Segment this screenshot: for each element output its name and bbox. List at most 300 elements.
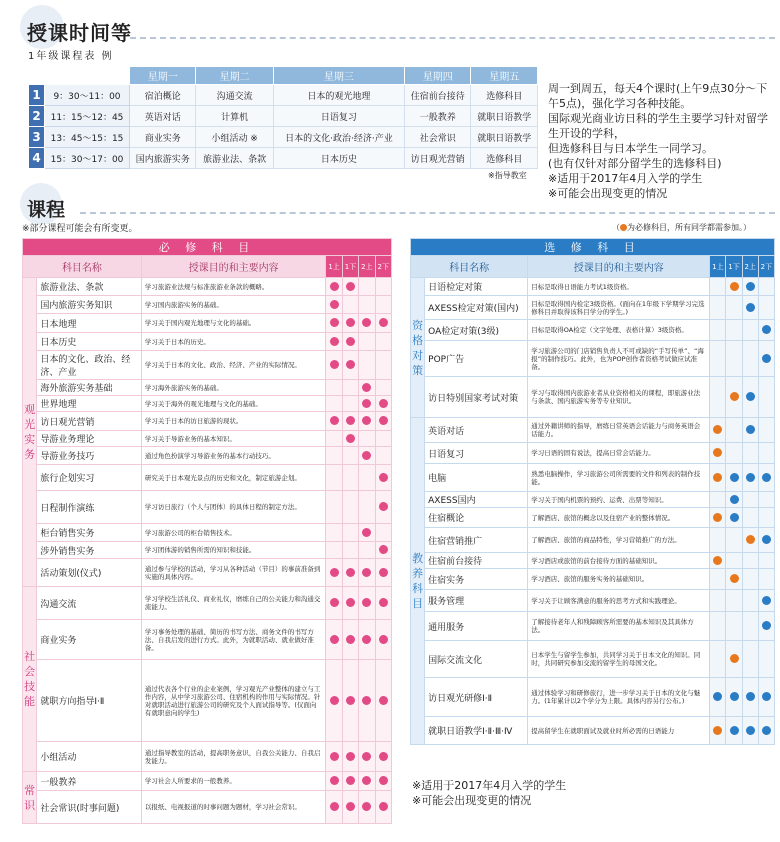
subject-description: 学习访日旅行（个人与团体）的具体日程的制定方法。: [141, 491, 326, 524]
blue-dot-icon: [730, 726, 739, 735]
pink-dot-icon: [362, 752, 371, 761]
pink-dot-icon: [346, 635, 355, 644]
semester-cell: [359, 465, 375, 491]
semester-cell: [326, 465, 342, 491]
subject-description: 通过外籍讲师的指导，磨练日常英语会话能力与商务英语会话能力。: [528, 418, 710, 443]
schedule-cell: 就职日语教学: [471, 106, 538, 127]
schedule-cell: 宿泊概论: [130, 85, 196, 106]
subject-description: 学习事务处理的基础、简历的书写方法、商务文件的书写方法、自我启发的进行方式。此外，为就职活动、就业做好准备。: [141, 620, 326, 660]
intro-line: 周一到周五，每天4个课时(上午9点30分～下午5点)，强化学习各种技能。: [548, 82, 768, 110]
subject-description: 了解酒店、旅馆的概念以及住宿产业的整体情况。: [528, 508, 710, 528]
semester-cell: [710, 569, 726, 590]
semester-cell: [359, 742, 375, 772]
pink-dot-icon: [379, 473, 388, 482]
pink-dot-icon: [362, 451, 371, 460]
subject-description: 以报纸、电视报道的时事问题为题材，学习社会常识。: [141, 791, 326, 824]
group-label: [23, 772, 37, 824]
pink-dot-icon: [362, 776, 371, 785]
semester-cell: [326, 542, 342, 559]
subject-description: 目标是取得国内检定3级资格。(面向在1年级下学期学习完选修科目并取得该科目学分的学生。): [528, 296, 710, 320]
subject-row: [411, 508, 775, 528]
blue-dot-icon: [762, 354, 771, 363]
semester-cell: [742, 528, 758, 553]
subject-row: [411, 278, 775, 296]
semester-cell: [326, 396, 342, 412]
semester-cell: [710, 508, 726, 528]
pink-dot-icon: [362, 802, 371, 811]
semester-cell: [710, 641, 726, 678]
subject-row: [411, 528, 775, 553]
subject-name: 住宿实务: [425, 569, 528, 590]
semester-cell: [742, 590, 758, 612]
semester-cell: [342, 559, 358, 587]
group-name: 观光实务: [24, 403, 36, 461]
subject-description: 学习旅游公司的柜台销售技术。: [141, 524, 326, 542]
semester-cell: [742, 377, 758, 418]
semester-cell: [375, 278, 391, 296]
semester-cell: [342, 620, 358, 660]
pink-dot-icon: [346, 416, 355, 425]
semester-cell: [326, 333, 342, 351]
elective-title-row: [411, 239, 775, 256]
semester-cell: [710, 590, 726, 612]
orange-dot-icon: [713, 513, 722, 522]
pink-dot-icon: [379, 502, 388, 511]
intro-line: 但选修科目与日本学生一同学习。: [548, 142, 713, 155]
subject-description: 通过指导教室的活动，提高职务意识，自我公关能力、自我启发能力。: [141, 742, 326, 772]
semester-cell: [710, 341, 726, 377]
semester-cell: [758, 678, 774, 717]
subject-name: 住宿营销推广: [425, 528, 528, 553]
subject-name: 电脑: [425, 464, 528, 492]
schedule-corner: [29, 67, 45, 85]
semester-cell: [758, 553, 774, 569]
subject-name: 商业实务: [37, 620, 142, 660]
semester-cell: [326, 772, 342, 791]
blue-dot-icon: [762, 473, 771, 482]
group-label: [411, 278, 425, 418]
subject-row: [23, 772, 392, 791]
semester-cell: [342, 447, 358, 465]
group-name: 常识: [24, 783, 36, 812]
semester-cell: [342, 351, 358, 380]
schedule-cell: 选修科目: [471, 148, 538, 169]
semester-cell: [342, 660, 358, 742]
subject-name: 访日观光营销: [37, 412, 142, 431]
semester-cell: [710, 464, 726, 492]
pink-dot-icon: [330, 416, 339, 425]
semester-cell: [359, 491, 375, 524]
subject-description: 学习关于日本的访日旅游的现状。: [141, 412, 326, 431]
semester-cell: [726, 641, 742, 678]
semester-cell: [710, 443, 726, 464]
day-header: 星期一: [130, 67, 196, 85]
schedule-cell: 访日观光营销: [405, 148, 471, 169]
semester-cell: [326, 380, 342, 396]
semester-cell: [726, 418, 742, 443]
semester-cell: [375, 412, 391, 431]
pink-dot-icon: [346, 696, 355, 705]
blue-dot-icon: [762, 325, 771, 334]
subject-name: 一般教养: [37, 772, 142, 791]
pink-dot-icon: [379, 568, 388, 577]
semester-cell: [726, 678, 742, 717]
schedule-cell: 住宿前台接待: [405, 85, 471, 106]
pink-dot-icon: [379, 545, 388, 554]
pink-dot-icon: [346, 434, 355, 443]
subject-description: 学习社会人所要求的一般教养。: [141, 772, 326, 791]
semester-cell: [726, 590, 742, 612]
semester-cell: [342, 278, 358, 296]
pink-dot-icon: [330, 802, 339, 811]
subject-row: [23, 620, 392, 660]
semester-cell: [375, 559, 391, 587]
pink-dot-icon: [362, 318, 371, 327]
subject-row: [23, 587, 392, 620]
col-description: 授课目的和主要内容: [141, 256, 326, 278]
blue-dot-icon: [746, 425, 755, 434]
semester-cell: [359, 431, 375, 447]
elective-header-row: [411, 256, 775, 278]
subject-description: 学习学校生活礼仪、商业礼仪，磨练自己的公关能力和沟通交流能力。: [141, 587, 326, 620]
semester-cell: [758, 508, 774, 528]
schedule-cell: 商业实务: [130, 127, 196, 148]
schedule-cell: 日本的文化·政治·经济·产业: [273, 127, 404, 148]
blue-dot-icon: [746, 392, 755, 401]
subject-row: [23, 278, 392, 296]
period-number: 2: [29, 106, 45, 127]
semester-cell: [359, 587, 375, 620]
pink-dot-icon: [346, 776, 355, 785]
subject-description: 日本学生与留学生参加，共同学习关于日本文化的知识。同时，共同研究参加交流的留学生的母国文化。: [528, 641, 710, 678]
semester-cell: [710, 612, 726, 641]
semester-cell: [342, 542, 358, 559]
pink-dot-icon: [346, 752, 355, 761]
intro-text: [548, 81, 778, 201]
semester-cell: [326, 524, 342, 542]
subject-description: 学习与取得国内旅游业者从业资格相关的课程，即旅游业法与条款、国内旅游实务等专业知识。: [528, 377, 710, 418]
subject-name: 日程制作演练: [37, 491, 142, 524]
semester-cell: [375, 742, 391, 772]
orange-dot-icon: [620, 224, 627, 231]
semester-cell: [375, 542, 391, 559]
semester-cell: [326, 587, 342, 620]
semester-cell: [710, 492, 726, 508]
pink-dot-icon: [379, 802, 388, 811]
subject-name: 活动策划(仪式): [37, 559, 142, 587]
pink-dot-icon: [379, 399, 388, 408]
pink-dot-icon: [362, 568, 371, 577]
schedule-cell: 日本的观光地理: [273, 85, 404, 106]
pink-dot-icon: [379, 752, 388, 761]
subject-description: 目标是取得OA检定（文字处理、表格计算）3级资格。: [528, 320, 710, 341]
period-number: 3: [29, 127, 45, 148]
blue-dot-icon: [730, 495, 739, 504]
blue-dot-icon: [762, 596, 771, 605]
sem-header: 2下: [375, 256, 391, 278]
subject-description: 学习海外旅游实务的基础。: [141, 380, 326, 396]
legend-open: （: [612, 223, 620, 232]
semester-cell: [758, 296, 774, 320]
subject-row: [23, 396, 392, 412]
semester-cell: [342, 742, 358, 772]
group-label: [23, 587, 37, 772]
semester-cell: [742, 612, 758, 641]
pink-dot-icon: [330, 360, 339, 369]
semester-cell: [359, 447, 375, 465]
semester-cell: [742, 508, 758, 528]
semester-cell: [359, 296, 375, 314]
semester-cell: [758, 641, 774, 678]
pink-dot-icon: [362, 598, 371, 607]
subject-name: POP广告: [425, 341, 528, 377]
schedule-cell: 国内旅游实务: [130, 148, 196, 169]
subject-description: 通过参与学校的活动，学习从各种活动（节目）的事前准备到实施的具体内容。: [141, 559, 326, 587]
subject-row: [411, 492, 775, 508]
semester-cell: [359, 620, 375, 660]
semester-cell: [326, 278, 342, 296]
pink-dot-icon: [330, 776, 339, 785]
semester-cell: [742, 464, 758, 492]
subject-row: [23, 380, 392, 396]
subject-name: 柜台销售实务: [37, 524, 142, 542]
subject-name: 沟通交流: [37, 587, 142, 620]
bottom-note: ※可能会出现变更的情况: [412, 794, 532, 807]
pink-dot-icon: [362, 399, 371, 408]
period-time: 11：15～12：45: [45, 106, 130, 127]
subject-description: 通过代表各个行业的企业案例，学习观光产业整体的建立与工作内容，从中学习旅游公司、住宿机构的作用与实际情况。针对就职活动进行旅游公司的研究及个人面试指导等。(仅面向有就职意向的学生): [141, 660, 326, 742]
semester-cell: [742, 296, 758, 320]
title-divider: [80, 212, 775, 214]
subject-row: [411, 341, 775, 377]
semester-cell: [726, 278, 742, 296]
schedule-cell: 旅游业法、条款: [196, 148, 273, 169]
semester-cell: [726, 612, 742, 641]
schedule-cell: 就职日语教学: [471, 127, 538, 148]
subject-description: 目标是取得日语能力考试1级资格。: [528, 278, 710, 296]
subject-row: [411, 717, 775, 745]
semester-cell: [342, 380, 358, 396]
group-name: 社会技能: [24, 650, 36, 708]
schedule-row: [29, 85, 538, 106]
bottom-notes: [412, 778, 566, 808]
pink-dot-icon: [330, 568, 339, 577]
semester-cell: [342, 791, 358, 824]
blue-dot-icon: [730, 513, 739, 522]
subject-description: 了解酒店、旅馆的商品特性，学习营销推广的方法。: [528, 528, 710, 553]
schedule-row: [29, 148, 538, 169]
schedule-label: 1年级课程表 例: [28, 51, 114, 62]
subject-name: AXESS检定对策(国内): [425, 296, 528, 320]
subject-row: [23, 351, 392, 380]
subject-description: 学习关于让顾客满意的服务的思考方式和实践理论。: [528, 590, 710, 612]
blue-dot-icon: [730, 692, 739, 701]
semester-cell: [375, 491, 391, 524]
semester-cell: [742, 320, 758, 341]
semester-cell: [375, 351, 391, 380]
subject-name: 日本的文化、政治、经济、产业: [37, 351, 142, 380]
semester-cell: [758, 377, 774, 418]
schedule-cell: 日语复习: [273, 106, 404, 127]
semester-cell: [710, 296, 726, 320]
semester-cell: [710, 377, 726, 418]
orange-dot-icon: [730, 654, 739, 663]
period-number: 4: [29, 148, 45, 169]
semester-cell: [326, 314, 342, 333]
subject-description: 学习团体游的销售所需的知识和技能。: [141, 542, 326, 559]
semester-cell: [726, 443, 742, 464]
semester-cell: [742, 341, 758, 377]
orange-dot-icon: [713, 473, 722, 482]
subject-row: [23, 524, 392, 542]
pink-dot-icon: [330, 752, 339, 761]
subject-description: 学习国内旅游实务的基础。: [141, 296, 326, 314]
semester-cell: [359, 772, 375, 791]
subject-name: 服务管理: [425, 590, 528, 612]
semester-cell: [342, 296, 358, 314]
subject-description: 学习旅游业法规与标准旅游业条款的概略。: [141, 278, 326, 296]
schedule-cell: 英语对话: [130, 106, 196, 127]
semester-cell: [726, 492, 742, 508]
semester-cell: [758, 278, 774, 296]
col-subject-name: 科目名称: [411, 256, 528, 278]
semester-cell: [359, 660, 375, 742]
pink-dot-icon: [346, 318, 355, 327]
sem-header: 1上: [326, 256, 342, 278]
sem-header: 1上: [710, 256, 726, 278]
semester-cell: [342, 333, 358, 351]
semester-cell: [742, 553, 758, 569]
subject-row: [23, 791, 392, 824]
semester-cell: [742, 443, 758, 464]
subject-row: [411, 678, 775, 717]
schedule-row: [29, 127, 538, 148]
pink-dot-icon: [330, 318, 339, 327]
schedule-cell: 小组活动 ※: [196, 127, 273, 148]
semester-cell: [726, 528, 742, 553]
intro-line: (也有仅针对部分留学生的选修科目): [548, 157, 722, 170]
schedule-cell: 一般教养: [405, 106, 471, 127]
semester-cell: [375, 587, 391, 620]
subject-description: 学习关于国内机票的预约、运费、出票等知识。: [528, 492, 710, 508]
subject-description: 学习关于海外的观光地理与文化的基础。: [141, 396, 326, 412]
semester-cell: [375, 314, 391, 333]
subject-row: [411, 464, 775, 492]
semester-cell: [326, 447, 342, 465]
pink-dot-icon: [346, 802, 355, 811]
pink-dot-icon: [379, 635, 388, 644]
semester-cell: [758, 717, 774, 745]
period-time: 9：30～11：00: [45, 85, 130, 106]
section-title-class-time: 授课时间等: [27, 21, 132, 45]
day-header: 星期三: [273, 67, 404, 85]
subject-name: 英语对话: [425, 418, 528, 443]
blue-dot-icon: [713, 692, 722, 701]
sem-header: 2上: [742, 256, 758, 278]
semester-cell: [758, 418, 774, 443]
subject-description: 了解接待老年人和残障顾客所需要的基本知识及其具体方法。: [528, 612, 710, 641]
subject-name: 涉外销售实务: [37, 542, 142, 559]
subject-name: 就职方向指导Ⅰ·Ⅱ: [37, 660, 142, 742]
subject-row: [411, 296, 775, 320]
semester-cell: [375, 380, 391, 396]
pink-dot-icon: [346, 598, 355, 607]
semester-cell: [375, 791, 391, 824]
day-header: 星期二: [196, 67, 273, 85]
subject-description: 学习关于日本的历史。: [141, 333, 326, 351]
section-title-curriculum: 课程: [27, 199, 66, 221]
orange-dot-icon: [713, 425, 722, 434]
semester-cell: [326, 431, 342, 447]
semester-cell: [375, 396, 391, 412]
semester-cell: [342, 587, 358, 620]
subject-row: [411, 377, 775, 418]
semester-cell: [326, 660, 342, 742]
required-subjects-table: [22, 238, 392, 824]
semester-cell: [710, 418, 726, 443]
semester-cell: [710, 320, 726, 341]
semester-cell: [375, 465, 391, 491]
semester-cell: [342, 465, 358, 491]
pink-dot-icon: [362, 383, 371, 392]
subject-row: [411, 418, 775, 443]
semester-cell: [726, 377, 742, 418]
title-divider: [130, 37, 775, 39]
subject-name: 旅行企划实习: [37, 465, 142, 491]
semester-cell: [758, 464, 774, 492]
semester-cell: [342, 396, 358, 412]
required-title-row: [23, 239, 392, 256]
semester-cell: [326, 620, 342, 660]
semester-cell: [758, 443, 774, 464]
semester-cell: [326, 742, 342, 772]
semester-cell: [726, 341, 742, 377]
elective-subjects-table: [410, 238, 775, 745]
semester-cell: [726, 320, 742, 341]
semester-cell: [342, 431, 358, 447]
subject-description: 研究关于日本观光景点的历史和文化，制定旅游企划。: [141, 465, 326, 491]
schedule-cell: 日本历史: [273, 148, 404, 169]
schedule-header-row: [29, 67, 538, 85]
semester-cell: [326, 351, 342, 380]
subject-name: 住宿前台接待: [425, 553, 528, 569]
subject-name: 访日特别国家考试对策: [425, 377, 528, 418]
sem-header: 2下: [758, 256, 774, 278]
semester-cell: [742, 717, 758, 745]
subject-description: 通过体验学习和研修旅行，进一步学习关于日本的文化与魅力。(1年累计以2个学分为上限。具体内容另行公布。): [528, 678, 710, 717]
subject-name: 导游业务理论: [37, 431, 142, 447]
col-subject-name: 科目名称: [23, 256, 142, 278]
semester-cell: [326, 491, 342, 524]
subject-name: AXESS国内: [425, 492, 528, 508]
subject-row: [23, 333, 392, 351]
sem-header: 1下: [726, 256, 742, 278]
blue-dot-icon: [762, 692, 771, 701]
group-label: [23, 278, 37, 587]
blue-dot-icon: [746, 473, 755, 482]
semester-cell: [375, 660, 391, 742]
semester-cell: [375, 431, 391, 447]
semester-cell: [359, 314, 375, 333]
semester-cell: [742, 278, 758, 296]
semester-cell: [326, 791, 342, 824]
subject-name: 世界地理: [37, 396, 142, 412]
semester-cell: [359, 333, 375, 351]
semester-cell: [326, 559, 342, 587]
schedule-table: [28, 66, 538, 169]
intro-line: ※适用于2017年4月入学的学生: [548, 172, 703, 185]
subject-name: 通用服务: [425, 612, 528, 641]
